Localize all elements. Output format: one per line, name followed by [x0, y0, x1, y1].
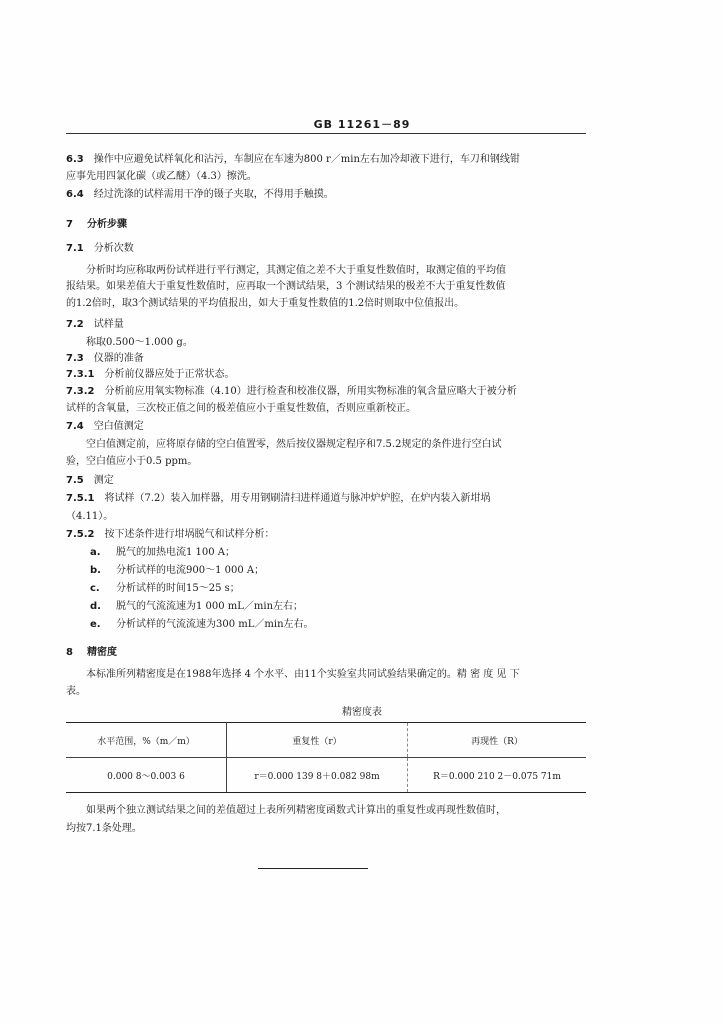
clause-number: 7.5.2 — [66, 529, 95, 540]
header-repeatability: 重复性（r） — [227, 723, 408, 758]
clause-number: 6.4 — [66, 189, 84, 200]
list-text: 分析试样的时间15～25 s； — [116, 583, 240, 594]
clause-text: 按下述条件进行坩埚脱气和试样分析： — [104, 529, 275, 540]
list-text: 脱气的气流流速为1 000 mL／min左右； — [116, 601, 304, 612]
document-header: GB 11261－89 — [313, 118, 411, 131]
clause-7-5-heading — [66, 474, 586, 487]
list-item — [90, 618, 586, 631]
clause-title: 空白值测定 — [93, 421, 144, 432]
cell-repeatability: r＝0.000 139 8＋0.082 98m — [227, 758, 408, 793]
clause-number: 7.3 — [66, 353, 84, 364]
cell-reproducibility: R＝0.000 210 2－0.075 71m — [408, 758, 587, 793]
clause-text: 分析前应用氧实物标准（4.10）进行检查和校准仪器，所用实物标准的氧含量应略大于被分析 — [104, 386, 517, 397]
clause-7-2-heading — [66, 318, 586, 331]
table-header-row — [66, 723, 586, 758]
list-item — [90, 600, 586, 613]
paragraph-line: 本标准所列精密度是在1988年选择 4 个水平、由11个实验室共同试验结果确定的。精 密 度 见 下 — [86, 669, 520, 680]
header-level-range: 水平范围，%（m／m） — [66, 723, 227, 758]
precision-table — [66, 722, 586, 793]
paragraph-line: 报结果。如果差值大于重复性数值时，应再取一个测试结果，3 个测试结果的极差不大于重复性数值 — [66, 281, 506, 292]
paragraph-line: 的1.2倍时，取3个测试结果的平均值报出，如大于重复性数值的1.2倍时则取中位值报出。 — [66, 298, 465, 309]
cell-level-range: 0.000 8～0.003 6 — [66, 758, 227, 793]
paragraph-line: 表。 — [66, 686, 86, 697]
paragraph-line: 试样的含氧量，三次校正值之间的极差值应小于重复性数值，否则应重新校正。 — [66, 403, 416, 414]
section-8-heading — [66, 646, 586, 659]
clause-7-3-heading — [66, 352, 586, 365]
clause-number: 7.3.1 — [66, 369, 95, 380]
section-title: 精密度 — [86, 647, 117, 658]
end-rule — [258, 868, 368, 869]
header-reproducibility: 再现性（R） — [408, 723, 587, 758]
paragraph-line: 称取0.500～1.000 g。 — [86, 337, 193, 348]
section-title: 分析步骤 — [86, 219, 127, 230]
clause-text: 操作中应避免试样氧化和沾污，车制应在车速为800 r／min左右加冷却液下进行，车刀和钢线钳 — [93, 154, 520, 165]
list-label: d. — [90, 601, 101, 612]
section-7-heading — [66, 218, 586, 231]
clause-title: 分析次数 — [93, 243, 134, 254]
clause-7-4-heading — [66, 420, 586, 433]
clause-7-1-heading — [66, 242, 586, 255]
clause-number: 7.3.2 — [66, 386, 95, 397]
clause-7-5-1 — [66, 492, 586, 505]
list-label: a. — [90, 547, 101, 558]
clause-6-3-line-1 — [66, 153, 586, 166]
table-title: 精密度表 — [342, 707, 382, 718]
clause-6-3-line-2 — [66, 170, 586, 183]
clause-number: 6.3 — [66, 154, 84, 165]
clause-number: 7.5 — [66, 475, 84, 486]
table-row — [66, 758, 586, 793]
list-item — [90, 546, 586, 559]
list-text: 分析试样的电流900～1 000 A； — [116, 565, 265, 576]
clause-number: 7.1 — [66, 243, 84, 254]
clause-text: 将试样（7.2）装入加样器，用专用钢刷清扫进样通道与脉冲炉炉腔，在炉内装入新坩埚 — [104, 493, 491, 504]
clause-text-cont: 应事先用四氯化碳（或乙醚）（4.3）擦洗。 — [66, 171, 257, 182]
list-item — [90, 582, 586, 595]
list-label: e. — [90, 619, 101, 630]
clause-text: 经过洗涤的试样需用干净的镊子夹取，不得用手触摸。 — [93, 189, 334, 200]
clause-title: 仪器的准备 — [93, 353, 144, 364]
clause-7-3-2 — [66, 385, 586, 398]
clause-number: 7.4 — [66, 421, 84, 432]
paragraph-line: 分析时均应称取两份试样进行平行测定，其测定值之差不大于重复性数值时，取测定值的平均值 — [86, 265, 506, 276]
paragraph-line: 如果两个独立测试结果之间的差值超过上表所列精密度函数式计算出的重复性或再现性数值时， — [86, 805, 506, 816]
paragraph-line: （4.11）。 — [66, 511, 114, 522]
paragraph-line: 均按7.1条处理。 — [66, 823, 142, 834]
list-label: c. — [90, 583, 100, 594]
paragraph-line: 验，空白值应小于0.5 ppm。 — [66, 456, 198, 467]
list-label: b. — [90, 565, 101, 576]
section-number: 8 — [66, 647, 73, 658]
clause-text: 分析前仪器应处于正常状态。 — [104, 369, 235, 380]
clause-number: 7.2 — [66, 319, 84, 330]
paragraph-line: 空白值测定前，应将原存储的空白值置零，然后按仪器规定程序和7.5.2规定的条件进行空白试 — [86, 439, 502, 450]
list-item — [90, 564, 586, 577]
header-rule — [66, 133, 586, 134]
clause-7-3-1 — [66, 368, 586, 381]
list-text: 脱气的加热电流1 100 A； — [116, 547, 236, 558]
list-text: 分析试样的气流流速为300 mL／min左右。 — [116, 619, 314, 630]
section-number: 7 — [66, 219, 73, 230]
clause-6-4 — [66, 188, 586, 201]
clause-7-5-2 — [66, 528, 586, 541]
clause-title: 测定 — [93, 475, 114, 486]
clause-number: 7.5.1 — [66, 493, 95, 504]
clause-title: 试样量 — [93, 319, 124, 330]
